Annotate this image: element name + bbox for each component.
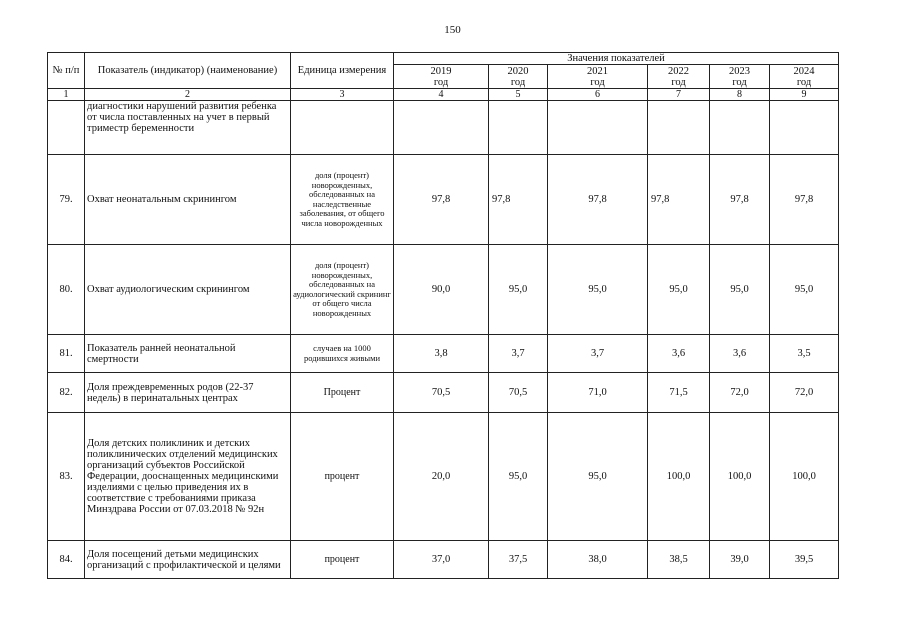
header-num: № п/п bbox=[48, 53, 85, 89]
value-2023: 100,0 bbox=[710, 413, 770, 541]
header-values-group: Значения показателей bbox=[394, 53, 839, 65]
header-year-2023: 2023 год bbox=[710, 65, 770, 89]
header-year-2019: 2019 год bbox=[394, 65, 489, 89]
value-2024: 97,8 bbox=[770, 155, 839, 245]
value-2022: 100,0 bbox=[648, 413, 710, 541]
value-2021: 95,0 bbox=[548, 245, 648, 335]
indicator-name: Охват аудиологическим скринингом bbox=[85, 245, 291, 335]
indicator-name: Доля преждевременных родов (22-37 недель) в перинатальных центрах bbox=[85, 373, 291, 413]
table-row bbox=[48, 373, 839, 413]
value-2022: 38,5 bbox=[648, 541, 710, 579]
table-row bbox=[48, 413, 839, 541]
value-2024 bbox=[770, 101, 839, 155]
unit-cell: доля (процент) новорожденных, обследованных на наследственные заболевания, от общего числа новорожденных bbox=[291, 155, 394, 245]
header-year-2021: 2021 год bbox=[548, 65, 648, 89]
row-number: 81. bbox=[48, 335, 85, 373]
header-unit: Единица измерения bbox=[291, 53, 394, 89]
column-index-row bbox=[48, 89, 839, 101]
col-index-2: 2 bbox=[85, 89, 291, 101]
value-2020: 95,0 bbox=[489, 245, 548, 335]
value-2024: 95,0 bbox=[770, 245, 839, 335]
header-indicator: Показатель (индикатор) (наименование) bbox=[85, 53, 291, 89]
header-year-2022: 2022 год bbox=[648, 65, 710, 89]
value-2023: 95,0 bbox=[710, 245, 770, 335]
unit-cell: Процент bbox=[291, 373, 394, 413]
col-index-1: 1 bbox=[48, 89, 85, 101]
value-2021: 38,0 bbox=[548, 541, 648, 579]
value-2024: 3,5 bbox=[770, 335, 839, 373]
indicator-name: диагностики нарушений развития ребенка от числа поставленных на учет в первый триместр беременности bbox=[85, 101, 291, 155]
value-2023: 97,8 bbox=[710, 155, 770, 245]
value-2019: 70,5 bbox=[394, 373, 489, 413]
value-2020: 95,0 bbox=[489, 413, 548, 541]
indicator-name: Доля детских поликлиник и детских поликлинических отделений медицинских организаций субъектов Российской Федерации, дооснащенных медицинскими изделиями с целью приведения их в соответствие с требованиями приказа Минздрава России от 07.03.2018 № 92н bbox=[85, 413, 291, 541]
value-2019: 97,8 bbox=[394, 155, 489, 245]
row-number: 80. bbox=[48, 245, 85, 335]
col-index-6: 6 bbox=[548, 89, 648, 101]
table-row bbox=[48, 541, 839, 579]
value-2023: 72,0 bbox=[710, 373, 770, 413]
value-2021: 71,0 bbox=[548, 373, 648, 413]
value-2020 bbox=[489, 101, 548, 155]
value-2019: 37,0 bbox=[394, 541, 489, 579]
value-2022: 97,8 bbox=[648, 155, 710, 245]
value-2021: 97,8 bbox=[548, 155, 648, 245]
value-2020: 97,8 bbox=[489, 155, 548, 245]
value-2020: 37,5 bbox=[489, 541, 548, 579]
row-number: 82. bbox=[48, 373, 85, 413]
value-2022 bbox=[648, 101, 710, 155]
value-2024: 72,0 bbox=[770, 373, 839, 413]
indicator-name: Охват неонатальным скринингом bbox=[85, 155, 291, 245]
value-2019: 20,0 bbox=[394, 413, 489, 541]
unit-cell: доля (процент) новорожденных, обследованных на аудиологический скрининг от общего числа новорожденных bbox=[291, 245, 394, 335]
indicator-name: Доля посещений детьми медицинских организаций с профилактической и целями bbox=[85, 541, 291, 579]
col-index-4: 4 bbox=[394, 89, 489, 101]
unit-cell bbox=[291, 101, 394, 155]
row-number: 79. bbox=[48, 155, 85, 245]
header-year-2020: 2020 год bbox=[489, 65, 548, 89]
col-index-9: 9 bbox=[770, 89, 839, 101]
header-year-2024: 2024 год bbox=[770, 65, 839, 89]
value-2021: 3,7 bbox=[548, 335, 648, 373]
row-number bbox=[48, 101, 85, 155]
indicators-table bbox=[47, 52, 839, 579]
col-index-8: 8 bbox=[710, 89, 770, 101]
value-2022: 95,0 bbox=[648, 245, 710, 335]
col-index-3: 3 bbox=[291, 89, 394, 101]
value-2024: 39,5 bbox=[770, 541, 839, 579]
row-number: 83. bbox=[48, 413, 85, 541]
value-2020: 70,5 bbox=[489, 373, 548, 413]
table-row bbox=[48, 335, 839, 373]
page-number: 150 bbox=[444, 24, 461, 36]
value-2019: 90,0 bbox=[394, 245, 489, 335]
row-number: 84. bbox=[48, 541, 85, 579]
value-2020: 3,7 bbox=[489, 335, 548, 373]
value-2019 bbox=[394, 101, 489, 155]
value-2024: 100,0 bbox=[770, 413, 839, 541]
value-2019: 3,8 bbox=[394, 335, 489, 373]
unit-cell: процент bbox=[291, 541, 394, 579]
col-index-5: 5 bbox=[489, 89, 548, 101]
unit-cell: случаев на 1000 родившихся живыми bbox=[291, 335, 394, 373]
value-2023 bbox=[710, 101, 770, 155]
unit-cell: процент bbox=[291, 413, 394, 541]
value-2023: 39,0 bbox=[710, 541, 770, 579]
indicator-name: Показатель ранней неонатальной смертности bbox=[85, 335, 291, 373]
col-index-7: 7 bbox=[648, 89, 710, 101]
value-2022: 3,6 bbox=[648, 335, 710, 373]
table-row bbox=[48, 101, 839, 155]
table-row bbox=[48, 155, 839, 245]
value-2023: 3,6 bbox=[710, 335, 770, 373]
value-2022: 71,5 bbox=[648, 373, 710, 413]
value-2021: 95,0 bbox=[548, 413, 648, 541]
table-row bbox=[48, 245, 839, 335]
value-2021 bbox=[548, 101, 648, 155]
